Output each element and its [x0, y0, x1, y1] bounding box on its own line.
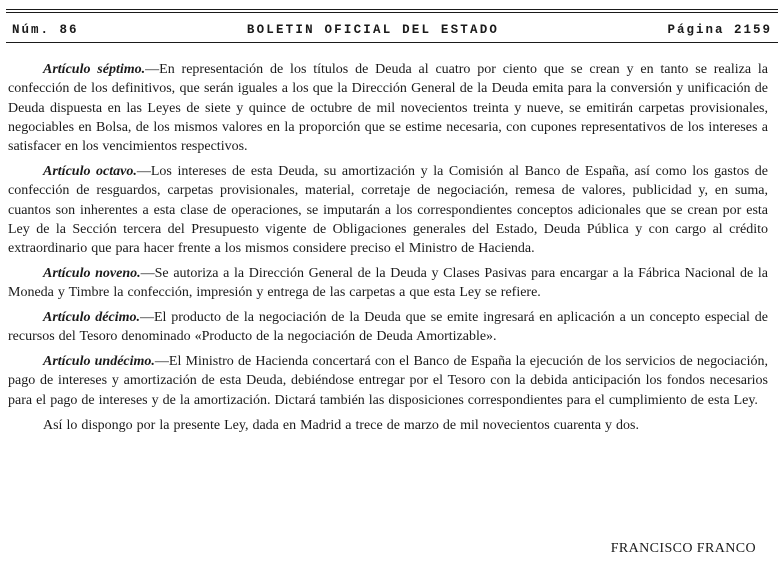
- header-top-rule: [6, 9, 778, 10]
- page-header: [12, 22, 772, 38]
- article-9-text: —Se autoriza a la Dirección General de la Deuda y Clases Pasivas para encargar a la Fábrica Nacional de la Moneda y Timbre la confección, impresión y entrega de las carpetas a que esta Ley se refiere.: [8, 265, 768, 301]
- article-7: [8, 60, 768, 156]
- publication-title: BOLETIN OFICIAL DEL ESTADO: [246, 23, 500, 37]
- article-10: [8, 308, 768, 347]
- article-7-text: —En representación de los títulos de Deuda al cuatro por ciento que se crean y en tanto se realiza la confección de los definitivos, que serán iguales a los que la Dirección General de la Deuda emita para la conversión y unificación de Deuda dispuesta en las Leyes de siete y quince de octubre de mil novecientos treinta y nueve, se emitirán carpetas provisionales, negociables en Bolsa, de los mismos valores en la proporción que se estime necesaria, con cupones representativos de los intereses a satisfacer en los vencimientos respectivos.: [8, 62, 768, 155]
- article-11: [8, 352, 768, 410]
- article-9: [8, 264, 768, 303]
- article-10-title: Artículo décimo.: [43, 310, 140, 326]
- law-text-body: [8, 60, 768, 440]
- article-9-title: Artículo noveno.: [43, 265, 141, 281]
- issue-number: Núm. 86: [12, 23, 79, 37]
- header-top-rule-thin: [6, 12, 778, 13]
- article-11-title: Artículo undécimo.: [43, 354, 155, 370]
- article-11-text: —El Ministro de Hacienda concertará con el Banco de España la ejecución de los servicios de negociación, pago de intereses y amortización de esta Deuda, debiéndose entregar por el Tesoro con la debida anticipación los fondos necesarios para el pago de intereses y de la amortización. Dictará también las disposiciones correspondientes para el cumplimiento de esta Ley.: [8, 354, 768, 408]
- signature: FRANCISCO FRANCO: [610, 541, 756, 556]
- page-number: Página 2159: [667, 23, 772, 37]
- article-8-text: —Los intereses de esta Deuda, su amortización y la Comisión al Banco de España, así como los gastos de confección de resguardos, carpetas provisionales, material, corretaje de negociación, remesa de valores, publicidad y, en suma, cuantos son inherentes a esta clase de operaciones, se imputarán a los correspondientes conceptos adicionales que se crean por esta Ley de la Sección tercera del Presupuesto vigente de Obligaciones generales del Estado, Deuda Pública y con cargo al crédito extraordinario que para hacer frente a los mismos considere preciso el Ministro de Hacienda.: [8, 163, 768, 257]
- article-8-title: Artículo octavo.: [43, 163, 137, 179]
- article-7-title: Artículo séptimo.: [43, 62, 146, 77]
- closing-paragraph: Así lo dispongo por la presente Ley, dada en Madrid a trece de marzo de mil novecientos cuarenta y dos.: [43, 417, 640, 433]
- header-bottom-rule: [6, 42, 778, 43]
- article-10-text: —El producto de la negociación de la Deuda que se emite ingresará en aplicación a un concepto especial de recursos del Tesoro denominado «Producto de la negociación de Deuda Amortizable».: [8, 310, 768, 345]
- article-8: [8, 162, 768, 258]
